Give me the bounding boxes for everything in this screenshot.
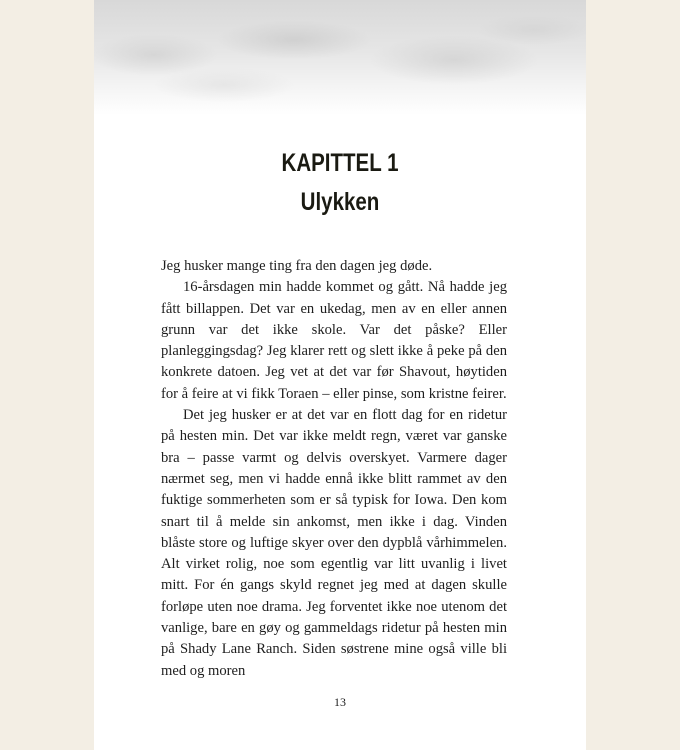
chapter-heading <box>94 146 586 219</box>
paragraph-1: Jeg husker mange ting fra den dagen jeg døde. <box>161 258 433 274</box>
chapter-body <box>161 256 507 682</box>
paragraph-3: Det jeg husker er at det var en flott dag for en ridetur på hesten min. Det var ikke meldt regn, været var ganske bra – passe varmt og delvis overskyet. Varmere dager nærmet seg, men vi hadde ennå ikke blitt rammet av den fuktige sommerheten som er så typisk for Iowa. Den kom snart til å melde sin ankomst, men ikke i dag. Vinden blåste store og luftige skyer over den dypblå vårhimmelen. Alt virket rolig, noe som egentlig var litt uvanlig i livet mitt. For én gangs skyld regnet jeg med at dagen skulle forløpe uten noe drama. Jeg forventet ikke noe utenom det vanlige, bare en gøy og gammeldags ridetur på hesten min på Shady Lane Ranch. Siden søstrene mine også ville bli med og moren <box>161 407 507 679</box>
cloud-header-image <box>94 0 586 115</box>
page-number: 13 <box>334 695 346 709</box>
chapter-number: KAPITTEL 1 <box>281 149 399 177</box>
chapter-title: Ulykken <box>300 188 380 216</box>
paragraph-2: 16-årsdagen min hadde kommet og gått. Nå hadde jeg fått billappen. Det var en ukedag, men av en eller annen grunn var det ikke skole. Var det påske? Eller planleggingsdag? Jeg klarer rett og slett ikke å peke på den konkrete datoen. Jeg vet at det var før Shavout, høytiden for å feire at vi fikk Toraen – eller pinse, som kristne feirer. <box>161 279 507 402</box>
book-page <box>94 0 586 750</box>
